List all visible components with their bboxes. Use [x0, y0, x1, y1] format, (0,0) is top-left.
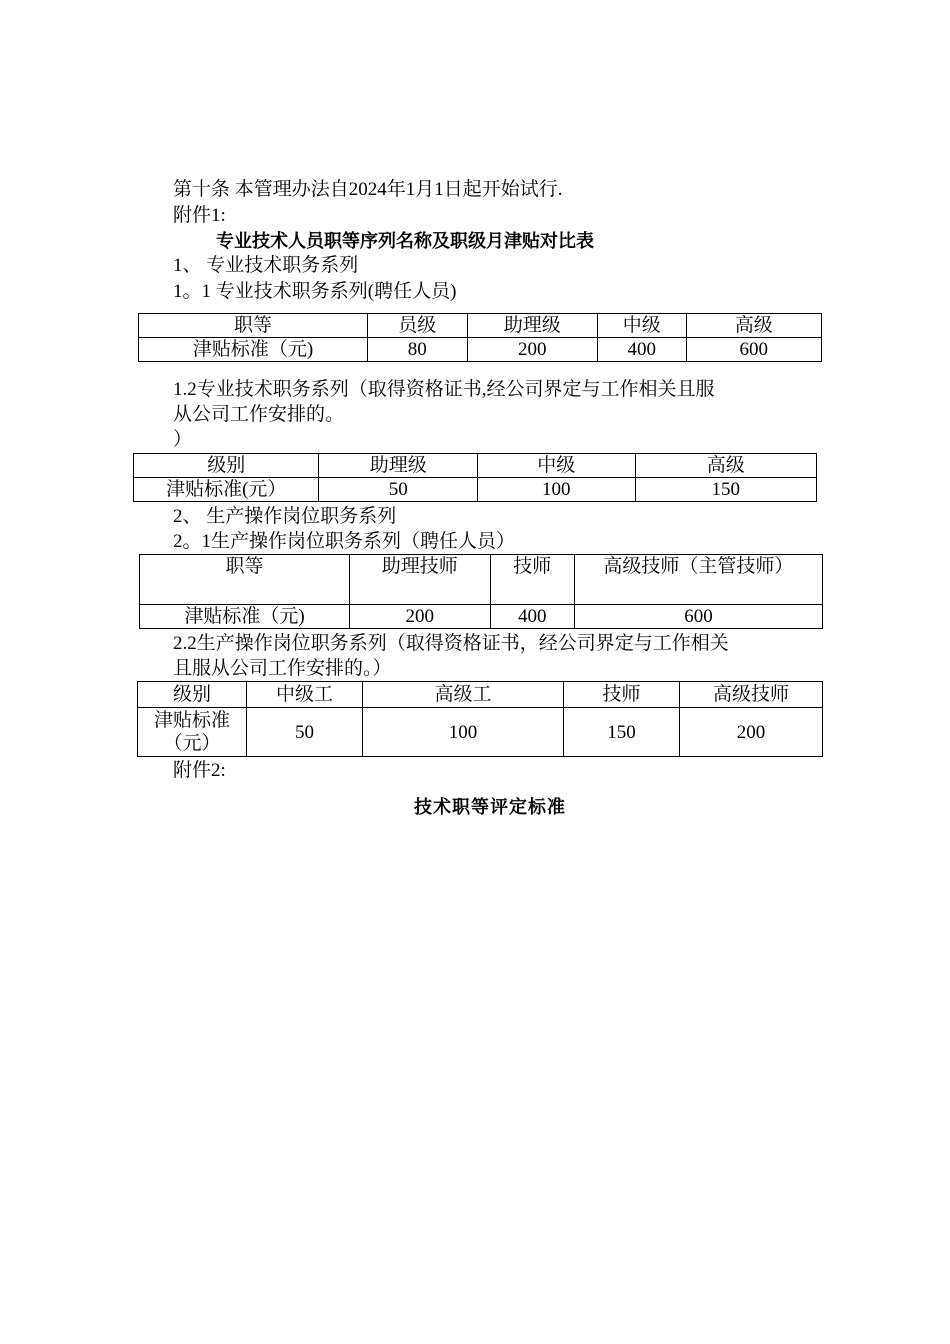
attachment2-title: 技术职等评定标准 — [414, 797, 566, 818]
table-cell: 150 — [635, 478, 816, 502]
attachment2-label: 附件2: — [173, 760, 226, 781]
table-cell: 150 — [564, 708, 680, 757]
table-cell: 600 — [574, 605, 822, 629]
table-cell: 100 — [477, 478, 635, 502]
table-row — [140, 555, 823, 605]
table-cell: 400 — [597, 338, 686, 362]
table-cell: 80 — [367, 338, 467, 362]
table-cell: 50 — [319, 478, 478, 502]
table-row — [139, 338, 822, 362]
table-header-cell: 中级 — [597, 314, 686, 338]
table-row — [138, 708, 823, 757]
table-cell: 50 — [247, 708, 363, 757]
table-header-cell: 技师 — [490, 555, 574, 605]
table-cell: 津贴标准（元) — [140, 605, 350, 629]
table-row — [140, 605, 823, 629]
table-cell: 津贴标准（元） — [138, 708, 247, 757]
table-cell: 100 — [363, 708, 564, 757]
table-cell: 600 — [686, 338, 821, 362]
table-cell: 200 — [349, 605, 490, 629]
table-row — [134, 454, 817, 478]
article-10: 第十条 本管理办法自2024年1月1日起开始试行. — [173, 179, 563, 200]
table-2 — [133, 453, 817, 502]
table-header-cell: 技师 — [564, 682, 680, 708]
table-1 — [138, 313, 822, 362]
table-header-cell: 中级工 — [247, 682, 363, 708]
table-header-cell: 高级 — [635, 454, 816, 478]
attachment1-title: 专业技术人员职等序列名称及职级月津贴对比表 — [216, 231, 594, 252]
table-cell: 津贴标准（元) — [139, 338, 368, 362]
table-4 — [137, 681, 823, 757]
table-header-cell: 助理技师 — [349, 555, 490, 605]
table-cell: 200 — [680, 708, 823, 757]
table-row — [138, 682, 823, 708]
section1-2-line2: 从公司工作安排的。 — [173, 404, 345, 425]
section2-2-line1: 2.2生产操作岗位职务系列（取得资格证书，经公司界定与工作相关 — [173, 633, 729, 654]
table-row — [139, 314, 822, 338]
table-header-cell: 助理级 — [319, 454, 478, 478]
table-header-cell: 高级技师 — [680, 682, 823, 708]
table-cell: 津贴标准(元） — [134, 478, 319, 502]
table-header-cell: 助理级 — [467, 314, 597, 338]
section1-heading: 1、 专业技术职务系列 — [173, 255, 359, 276]
table-header-cell: 员级 — [367, 314, 467, 338]
table-row — [134, 478, 817, 502]
table-header-cell: 职等 — [140, 555, 350, 605]
table-3 — [139, 554, 823, 629]
table-header-cell: 高级 — [686, 314, 821, 338]
table-header-cell: 职等 — [139, 314, 368, 338]
table-cell: 400 — [490, 605, 574, 629]
table-header-cell: 高级工 — [363, 682, 564, 708]
section2-heading: 2、 生产操作岗位职务系列 — [173, 506, 397, 527]
table-header-cell: 级别 — [138, 682, 247, 708]
table-header-cell: 高级技师（主管技师） — [574, 555, 822, 605]
section1-2-line1: 1.2专业技术职务系列（取得资格证书,经公司界定与工作相关且服 — [173, 379, 715, 400]
section1-1-heading: 1。1 专业技术职务系列(聘任人员) — [173, 281, 457, 302]
section1-2-line3: ） — [173, 429, 193, 450]
table-cell: 200 — [467, 338, 597, 362]
table-header-cell: 级别 — [134, 454, 319, 478]
section2-2-line2: 且服从公司工作安排的。） — [173, 658, 392, 679]
table-header-cell: 中级 — [477, 454, 635, 478]
section2-1-heading: 2。1生产操作岗位职务系列（聘任人员） — [173, 531, 516, 552]
attachment1-label: 附件1: — [173, 205, 226, 226]
